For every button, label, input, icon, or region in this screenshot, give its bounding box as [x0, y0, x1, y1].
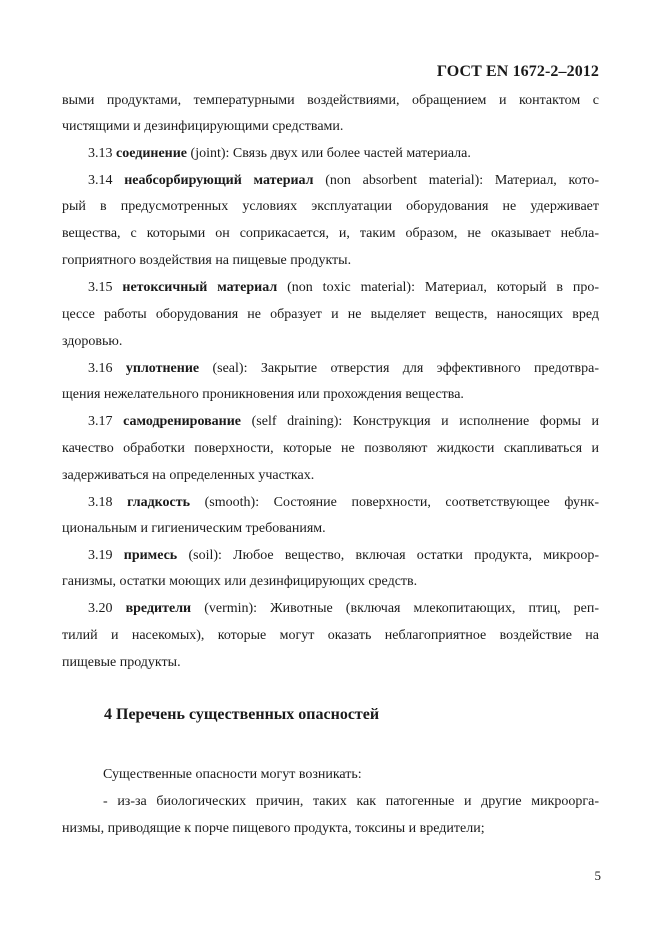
text-line: цессе работы оборудования не образует и не выделяет веществ, наносящих вред: [62, 307, 599, 322]
definition-term: гладкость: [127, 495, 191, 510]
definition-3-16: [62, 356, 599, 382]
definition-3-15: [62, 275, 599, 301]
text-line: тилий и насекомых), которые могут оказать неблагоприятное воздействие на: [62, 628, 599, 643]
definition-text: (non toxic material): Материал, который в про-: [277, 280, 600, 295]
definition-text: (smooth): Состояние поверхности, соответствующее функ-: [190, 495, 600, 510]
text-line: низмы, приводящие к порче пищевого продукта, токсины и вредители;: [62, 821, 485, 836]
text-line: рый в предусмотренных условиях эксплуатации оборудования не удерживает: [62, 199, 599, 214]
definition-number: 3.18: [88, 495, 113, 510]
definition-text: (seal): Закрытие отверстия для эффективного предотвра-: [199, 361, 600, 376]
definition-number: 3.13: [88, 146, 113, 161]
document-code-header: ГОСТ EN 1672-2–2012: [436, 63, 599, 80]
definition-term: самодренирование: [123, 414, 242, 429]
definition-number: 3.15: [88, 280, 113, 295]
page-number: 5: [594, 868, 601, 883]
section-intro: Существенные опасности могут возникать:: [103, 767, 362, 782]
definition-text: (vermin): Животные (включая млекопитающих, птиц, реп-: [191, 601, 600, 616]
definition-number: 3.17: [88, 414, 113, 429]
definition-text: (self draining): Конструкция и исполнение формы и: [241, 414, 599, 429]
definition-3-13: [62, 141, 599, 167]
definition-term: неабсорбирующий материал: [124, 173, 314, 188]
definition-number: 3.19: [88, 548, 113, 563]
text-line: качество обработки поверхности, которые не позволяют жидкости скапливаться и: [62, 441, 599, 456]
definition-number: 3.20: [88, 601, 113, 616]
definition-term: нетоксичный материал: [122, 280, 278, 295]
definition-3-17: [62, 409, 599, 435]
definition-number: 3.14: [88, 173, 113, 188]
definition-3-19: [62, 543, 599, 569]
definition-term: вредители: [125, 601, 192, 616]
definition-text: (soil): Любое вещество, включая остатки продукта, микроор-: [177, 548, 600, 563]
definition-3-14: [62, 168, 599, 194]
definition-number: 3.16: [88, 361, 113, 376]
text-line: гоприятного воздействия на пищевые продукты.: [62, 253, 352, 268]
definition-term: уплотнение: [125, 361, 200, 376]
definition-term: соединение: [116, 146, 188, 161]
text-line: вещества, с которыми он соприкасается, и, таким образом, не оказывает небла-: [62, 226, 599, 241]
text-line: циональным и гигиеническим требованиям.: [62, 521, 326, 536]
definition-term: примесь: [123, 548, 178, 563]
text-line: пищевые продукты.: [62, 655, 181, 670]
definition-3-20: [62, 596, 599, 622]
text-line: задерживаться на определенных участках.: [62, 468, 315, 483]
text-line: щения нежелательного проникновения или прохождения вещества.: [62, 387, 464, 402]
text-line: ганизмы, остатки моющих или дезинфицирующих средств.: [62, 574, 418, 589]
definition-3-18: [62, 490, 599, 516]
text-line: выми продуктами, температурными воздействиями, обращением и контактом с: [62, 93, 599, 108]
section-heading: 4 Перечень существенных опасностей: [104, 706, 380, 723]
text-line: здоровью.: [62, 334, 123, 349]
list-item: - из-за биологических причин, таких как патогенные и другие микроорга-: [103, 794, 599, 809]
text-line: чистящими и дезинфицирующими средствами.: [62, 119, 344, 134]
definition-text: (joint): Связь двух или более частей материала.: [187, 146, 471, 161]
definition-text: (non absorbent material): Материал, кото-: [313, 173, 600, 188]
